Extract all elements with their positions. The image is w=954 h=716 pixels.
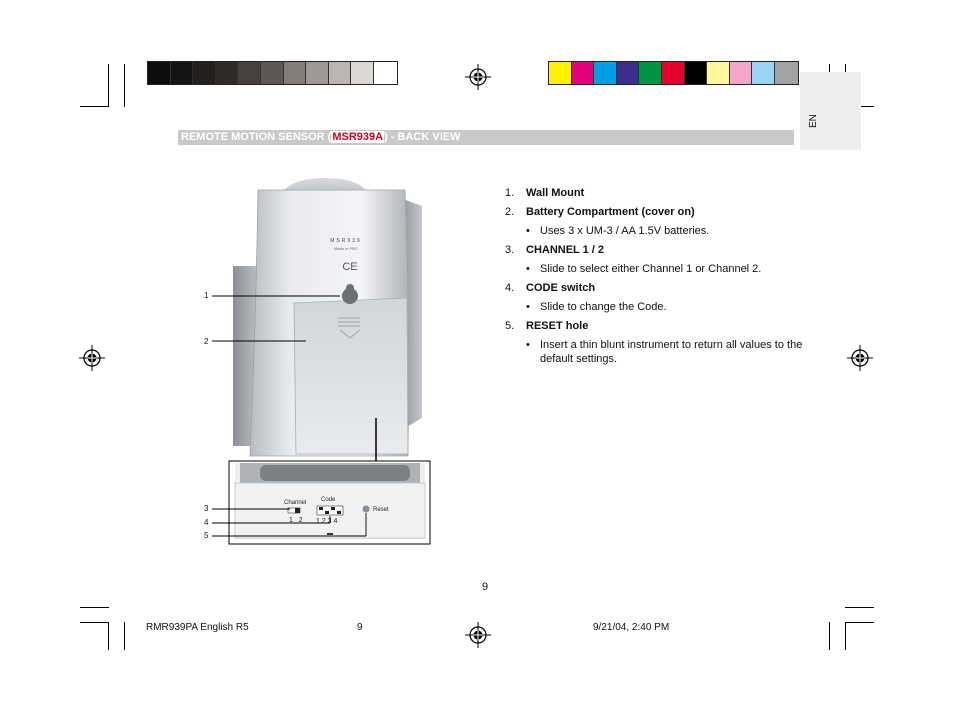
bullet-text: Slide to change the Code. (540, 301, 667, 313)
device-back-view-figure (200, 178, 440, 548)
calibration-swatch (306, 62, 329, 84)
registration-mark-bottom-icon (465, 622, 491, 648)
callout-3: 3 (204, 504, 209, 513)
list-item-number: 4. (505, 282, 515, 294)
registration-mark-right-icon (847, 345, 873, 371)
list-item-title: CHANNEL 1 / 2 (526, 244, 605, 256)
list-item-title: CODE switch (526, 282, 596, 294)
bullet-text: Uses 3 x UM-3 / AA 1.5V batteries. (540, 225, 710, 237)
calibration-swatch (594, 62, 617, 84)
registration-mark-left-icon (79, 345, 105, 371)
footer-right: 9/21/04, 2:40 PM (593, 622, 670, 633)
list-item (505, 186, 805, 200)
ce-mark-text: CE (342, 261, 358, 273)
calibration-swatch (216, 62, 239, 84)
list-item-number: 3. (505, 244, 515, 256)
device-brand-text: MSR939 (330, 238, 362, 244)
calibration-swatch (639, 62, 662, 84)
header-prefix: REMOTE MOTION SENSOR ( (181, 131, 332, 143)
code-positions: 1 2 3 4 (316, 518, 338, 525)
header-suffix: ) - BACK VIEW (384, 131, 461, 143)
list-bullet (505, 300, 805, 314)
color-calibration-strip (548, 61, 799, 85)
list-bullet (505, 224, 805, 238)
list-item-title: Wall Mount (526, 187, 585, 199)
calibration-swatch (329, 62, 352, 84)
calibration-swatch (351, 62, 374, 84)
bullet-text: Slide to select either Channel 1 or Channel 2. (540, 263, 762, 275)
calibration-swatch (685, 62, 708, 84)
bullet-text: Insert a thin blunt instrument to return all values to the default settings. (540, 339, 803, 365)
bullet-dot: • (526, 301, 530, 313)
bullet-dot: • (526, 225, 530, 237)
header-model: MSR939A (332, 131, 384, 143)
device-sub-text: Made in PRC (334, 246, 358, 251)
calibration-swatch (730, 62, 753, 84)
section-header (178, 130, 794, 145)
callout-4: 4 (204, 518, 209, 527)
list-item (505, 281, 805, 295)
calibration-swatch (752, 62, 775, 84)
gray-calibration-strip (147, 61, 398, 85)
reset-label: Reset (373, 507, 389, 513)
list-item-number: 5. (505, 320, 515, 332)
list-item-number: 2. (505, 206, 515, 218)
bullet-dot: • (526, 263, 530, 275)
list-item-title: Battery Compartment (cover on) (526, 206, 695, 218)
calibration-swatch (238, 62, 261, 84)
calibration-swatch (549, 62, 572, 84)
footer-left: RMR939PA English R5 (146, 622, 249, 633)
bullet-dot: • (526, 339, 530, 351)
language-tab (800, 72, 861, 150)
list-item-number: 1. (505, 187, 515, 199)
calibration-swatch (261, 62, 284, 84)
channel-label: Channel (284, 500, 307, 506)
calibration-swatch (374, 62, 397, 84)
list-item-title: RESET hole (526, 320, 589, 332)
calibration-swatch (284, 62, 307, 84)
list-item (505, 205, 805, 219)
callout-5: 5 (204, 531, 209, 540)
calibration-swatch (617, 62, 640, 84)
callout-2: 2 (204, 337, 209, 346)
calibration-swatch (171, 62, 194, 84)
list-item (505, 319, 805, 333)
code-label: Code (321, 497, 336, 503)
footer-center: 9 (357, 622, 363, 633)
registration-mark-top-icon (465, 64, 491, 90)
feature-list (505, 186, 805, 371)
calibration-swatch (775, 62, 798, 84)
channel-positions: 1 2 (289, 517, 303, 524)
calibration-swatch (193, 62, 216, 84)
page-number: 9 (482, 581, 489, 593)
calibration-swatch (707, 62, 730, 84)
calibration-swatch (148, 62, 171, 84)
callout-1: 1 (204, 291, 209, 300)
language-label: EN (808, 114, 819, 128)
list-item (505, 243, 805, 257)
list-bullet (505, 338, 805, 366)
calibration-swatch (572, 62, 595, 84)
calibration-swatch (662, 62, 685, 84)
list-bullet (505, 262, 805, 276)
